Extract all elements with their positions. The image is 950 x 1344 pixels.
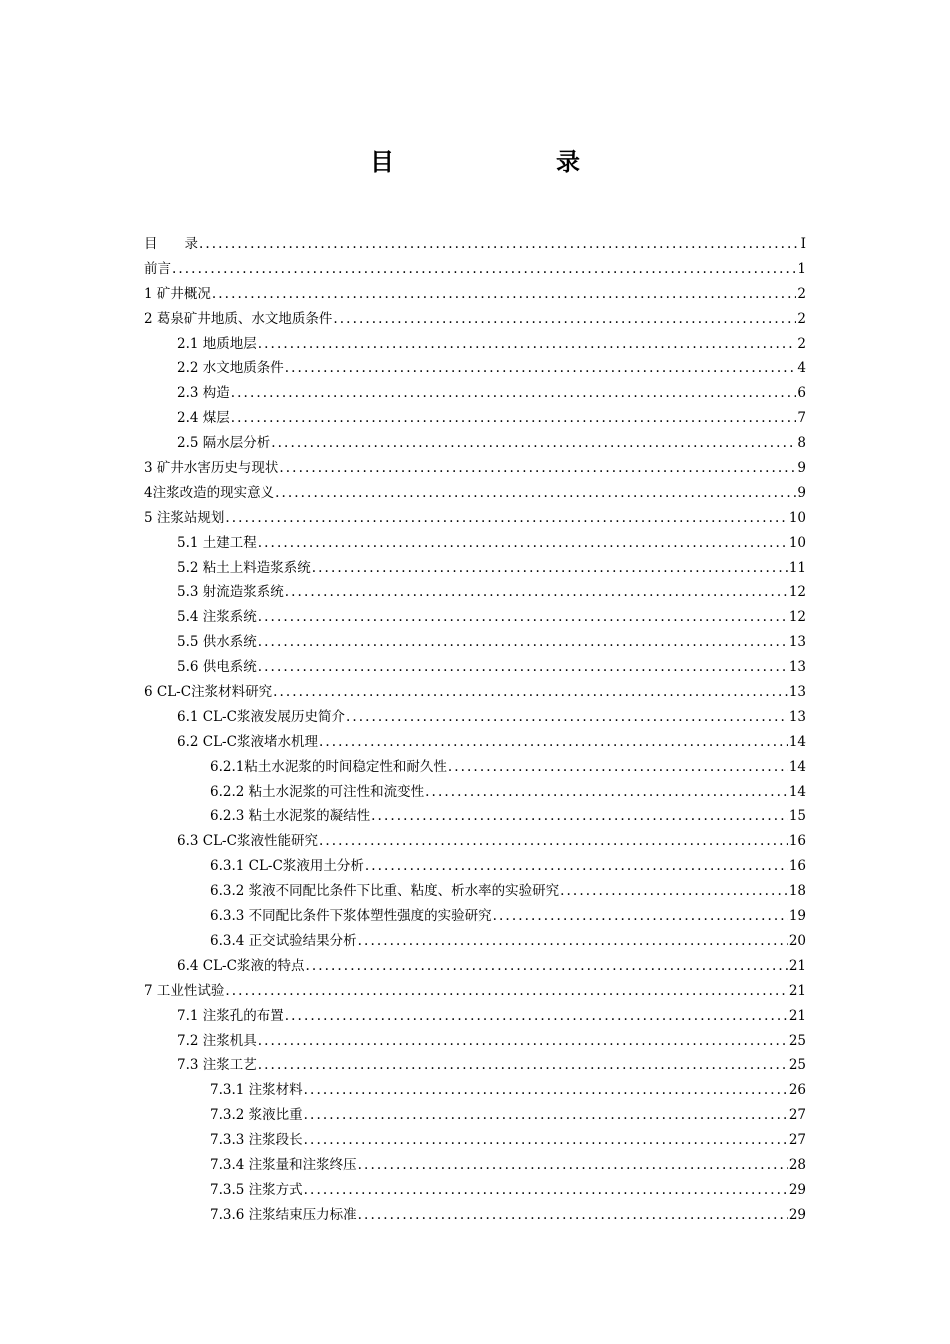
toc-entry-label: 2 葛泉矿井地质、水文地质条件 bbox=[144, 310, 333, 327]
toc-entry-page-number: 25 bbox=[788, 1032, 806, 1049]
toc-entry[interactable] bbox=[144, 854, 806, 879]
toc-entry-label: 5.4 注浆系统 bbox=[177, 609, 257, 626]
toc-entry-label: 5.6 供电系统 bbox=[177, 659, 257, 676]
toc-entry-page-number: 10 bbox=[788, 509, 806, 526]
toc-entry[interactable] bbox=[144, 232, 806, 257]
toc-entry[interactable] bbox=[144, 1128, 806, 1153]
toc-entry[interactable] bbox=[144, 356, 806, 381]
toc-entry-page-number: 7 bbox=[797, 410, 806, 427]
toc-entry[interactable] bbox=[144, 580, 806, 605]
toc-entry-label: 前言 bbox=[144, 260, 171, 277]
toc-entry-label: 5.2 粘土上料造浆系统 bbox=[177, 559, 311, 576]
toc-entry[interactable] bbox=[144, 481, 806, 506]
toc-entry-page-number: 14 bbox=[788, 733, 806, 750]
toc-entry-label: 6.3.4 正交试验结果分析 bbox=[210, 932, 357, 949]
toc-entry[interactable] bbox=[144, 780, 806, 805]
toc-dot-leader bbox=[271, 431, 796, 456]
toc-entry-label: 6.2 CL-C浆液堵水机理 bbox=[177, 733, 318, 750]
toc-entry-page-number: 16 bbox=[788, 833, 806, 850]
toc-entry-page-number: 10 bbox=[788, 534, 806, 551]
toc-dot-leader bbox=[258, 1029, 788, 1054]
toc-entry[interactable] bbox=[144, 556, 806, 581]
toc-entry[interactable] bbox=[144, 680, 806, 705]
toc-entry-page-number: 13 bbox=[788, 708, 806, 725]
toc-entry-label: 6.3.1 CL-C浆液用土分析 bbox=[210, 858, 364, 875]
toc-dot-leader bbox=[258, 630, 788, 655]
toc-entry-page-number: 28 bbox=[788, 1156, 806, 1173]
toc-entry-page-number: 27 bbox=[788, 1132, 806, 1149]
toc-entry-label: 7.1 注浆孔的布置 bbox=[177, 1007, 284, 1024]
toc-entry[interactable] bbox=[144, 531, 806, 556]
toc-entry[interactable] bbox=[144, 829, 806, 854]
toc-entry-page-number: 12 bbox=[788, 609, 806, 626]
table-of-contents bbox=[144, 232, 806, 1228]
toc-dot-leader bbox=[493, 904, 788, 929]
toc-entry-label: 5.3 射流造浆系统 bbox=[177, 584, 284, 601]
toc-entry[interactable] bbox=[144, 929, 806, 954]
toc-entry[interactable] bbox=[144, 381, 806, 406]
toc-dot-leader bbox=[312, 556, 788, 581]
toc-entry-page-number: 2 bbox=[797, 310, 806, 327]
toc-entry[interactable] bbox=[144, 804, 806, 829]
toc-entry[interactable] bbox=[144, 307, 806, 332]
toc-entry-page-number: 29 bbox=[788, 1181, 806, 1198]
toc-entry[interactable] bbox=[144, 605, 806, 630]
toc-entry[interactable] bbox=[144, 1078, 806, 1103]
toc-entry-page-number: 12 bbox=[788, 584, 806, 601]
toc-entry[interactable] bbox=[144, 979, 806, 1004]
toc-entry[interactable] bbox=[144, 257, 806, 282]
toc-entry-page-number: 16 bbox=[788, 858, 806, 875]
toc-entry-label: 2.2 水文地质条件 bbox=[177, 360, 284, 377]
toc-entry-page-number: 27 bbox=[788, 1107, 806, 1124]
toc-entry-label: 5.5 供水系统 bbox=[177, 634, 257, 651]
toc-dot-leader bbox=[285, 1004, 788, 1029]
toc-entry[interactable] bbox=[144, 406, 806, 431]
toc-entry-page-number: 13 bbox=[788, 684, 806, 701]
toc-dot-leader bbox=[258, 605, 788, 630]
toc-entry-page-number: 29 bbox=[788, 1206, 806, 1223]
toc-entry-page-number: 13 bbox=[788, 659, 806, 676]
toc-dot-leader bbox=[225, 506, 787, 531]
toc-dot-leader bbox=[275, 481, 796, 506]
page-title: 目 录 bbox=[370, 148, 618, 176]
toc-entry-label: 2.5 隔水层分析 bbox=[177, 435, 271, 452]
toc-entry-label: 7.3.3 注浆段长 bbox=[210, 1132, 303, 1149]
toc-entry-page-number: 4 bbox=[797, 360, 806, 377]
toc-dot-leader bbox=[172, 257, 796, 282]
toc-entry[interactable] bbox=[144, 1029, 806, 1054]
toc-entry-label: 6.2.3 粘土水泥浆的凝结性 bbox=[210, 808, 371, 825]
toc-entry-page-number: 19 bbox=[788, 908, 806, 925]
toc-dot-leader bbox=[304, 1178, 788, 1203]
toc-entry-label: 6.3 CL-C浆液性能研究 bbox=[177, 833, 318, 850]
toc-entry[interactable] bbox=[144, 332, 806, 357]
toc-entry-page-number: 21 bbox=[788, 1007, 806, 1024]
toc-entry-label: 3 矿井水害历史与现状 bbox=[144, 460, 279, 477]
toc-entry[interactable] bbox=[144, 655, 806, 680]
toc-entry[interactable] bbox=[144, 506, 806, 531]
toc-dot-leader bbox=[304, 1128, 788, 1153]
toc-entry-page-number: 2 bbox=[797, 285, 806, 302]
toc-entry-label: 5.1 土建工程 bbox=[177, 534, 257, 551]
toc-dot-leader bbox=[346, 705, 788, 730]
toc-dot-leader bbox=[258, 531, 788, 556]
toc-dot-leader bbox=[319, 730, 788, 755]
toc-entry-page-number: 18 bbox=[788, 883, 806, 900]
toc-entry[interactable] bbox=[144, 730, 806, 755]
toc-dot-leader bbox=[358, 1203, 788, 1228]
toc-entry-label: 7.3.1 注浆材料 bbox=[210, 1082, 303, 1099]
toc-entry-label: 6.4 CL-C浆液的特点 bbox=[177, 957, 305, 974]
toc-entry-page-number: 15 bbox=[788, 808, 806, 825]
toc-entry-label: 5 注浆站规划 bbox=[144, 509, 225, 526]
toc-entry-page-number: 20 bbox=[788, 932, 806, 949]
toc-dot-leader bbox=[304, 1078, 788, 1103]
toc-entry-page-number: 1 bbox=[797, 260, 806, 277]
toc-dot-leader bbox=[231, 381, 797, 406]
toc-dot-leader bbox=[358, 1153, 788, 1178]
toc-entry[interactable] bbox=[144, 1178, 806, 1203]
toc-dot-leader bbox=[273, 680, 788, 705]
toc-entry-label: 7.3.6 注浆结束压力标准 bbox=[210, 1206, 357, 1223]
toc-entry[interactable] bbox=[144, 954, 806, 979]
toc-entry[interactable] bbox=[144, 1153, 806, 1178]
toc-dot-leader bbox=[212, 282, 797, 307]
toc-entry-label: 2.1 地质地层 bbox=[177, 335, 257, 352]
toc-entry-label: 目 录 bbox=[144, 236, 198, 252]
toc-dot-leader bbox=[258, 1053, 788, 1078]
toc-dot-leader bbox=[365, 854, 788, 879]
toc-entry-label: 7.3 注浆工艺 bbox=[177, 1057, 257, 1074]
toc-entry-label: 6.2.2 粘土水泥浆的可注性和流变性 bbox=[210, 783, 425, 800]
toc-entry-page-number: 9 bbox=[797, 460, 806, 477]
toc-entry-label: 7.3.2 浆液比重 bbox=[210, 1107, 303, 1124]
toc-dot-leader bbox=[560, 879, 788, 904]
toc-entry-page-number: 8 bbox=[797, 435, 806, 452]
toc-entry-page-number: 2 bbox=[797, 335, 806, 352]
toc-entry-label: 6.1 CL-C浆液发展历史简介 bbox=[177, 708, 345, 725]
toc-entry-page-number: 6 bbox=[797, 385, 806, 402]
toc-entry-label: 7.3.5 注浆方式 bbox=[210, 1181, 303, 1198]
toc-entry-label: 6.3.3 不同配比条件下浆体塑性强度的实验研究 bbox=[210, 908, 492, 925]
toc-entry[interactable] bbox=[144, 1203, 806, 1228]
toc-dot-leader bbox=[199, 232, 800, 257]
toc-dot-leader bbox=[425, 780, 788, 805]
toc-dot-leader bbox=[258, 655, 788, 680]
toc-dot-leader bbox=[285, 356, 797, 381]
toc-entry-page-number: 13 bbox=[788, 634, 806, 651]
toc-entry-label: 6.2.1粘土水泥浆的时间稳定性和耐久性 bbox=[210, 758, 447, 775]
toc-entry[interactable] bbox=[144, 879, 806, 904]
toc-dot-leader bbox=[448, 755, 788, 780]
toc-entry[interactable] bbox=[144, 705, 806, 730]
toc-entry[interactable] bbox=[144, 1053, 806, 1078]
toc-entry[interactable] bbox=[144, 456, 806, 481]
toc-entry-label: 7 工业性试验 bbox=[144, 982, 225, 999]
toc-dot-leader bbox=[319, 829, 788, 854]
toc-entry-page-number: 11 bbox=[788, 559, 806, 576]
toc-entry-page-number: 25 bbox=[788, 1057, 806, 1074]
toc-entry-label: 7.3.4 注浆量和注浆终压 bbox=[210, 1156, 357, 1173]
toc-entry-label: 6 CL-C注浆材料研究 bbox=[144, 684, 273, 701]
toc-entry-page-number: 21 bbox=[788, 982, 806, 999]
toc-dot-leader bbox=[285, 580, 788, 605]
toc-entry-page-number: 14 bbox=[788, 783, 806, 800]
toc-entry-page-number: 14 bbox=[788, 758, 806, 775]
toc-entry[interactable] bbox=[144, 755, 806, 780]
toc-entry-page-number: 21 bbox=[788, 957, 806, 974]
toc-entry[interactable] bbox=[144, 282, 806, 307]
toc-entry-page-number: 9 bbox=[797, 484, 806, 501]
toc-entry[interactable] bbox=[144, 904, 806, 929]
toc-entry[interactable] bbox=[144, 431, 806, 456]
toc-dot-leader bbox=[231, 406, 797, 431]
toc-entry-page-number: 26 bbox=[788, 1082, 806, 1099]
toc-entry-label: 2.3 构造 bbox=[177, 385, 230, 402]
toc-entry-label: 1 矿井概况 bbox=[144, 285, 211, 302]
toc-dot-leader bbox=[358, 929, 788, 954]
toc-dot-leader bbox=[225, 979, 787, 1004]
toc-entry-label: 4注浆改造的现实意义 bbox=[144, 484, 275, 501]
toc-dot-leader bbox=[305, 954, 787, 979]
toc-dot-leader bbox=[258, 332, 797, 357]
toc-entry[interactable] bbox=[144, 1103, 806, 1128]
toc-entry-label: 6.3.2 浆液不同配比条件下比重、粘度、析水率的实验研究 bbox=[210, 883, 560, 900]
toc-dot-leader bbox=[304, 1103, 788, 1128]
toc-entry-label: 7.2 注浆机具 bbox=[177, 1032, 257, 1049]
toc-entry[interactable] bbox=[144, 630, 806, 655]
toc-entry-label: 2.4 煤层 bbox=[177, 410, 230, 427]
toc-entry[interactable] bbox=[144, 1004, 806, 1029]
toc-entry-page-number: I bbox=[800, 236, 806, 252]
toc-dot-leader bbox=[333, 307, 796, 332]
toc-dot-leader bbox=[279, 456, 796, 481]
toc-dot-leader bbox=[371, 804, 788, 829]
